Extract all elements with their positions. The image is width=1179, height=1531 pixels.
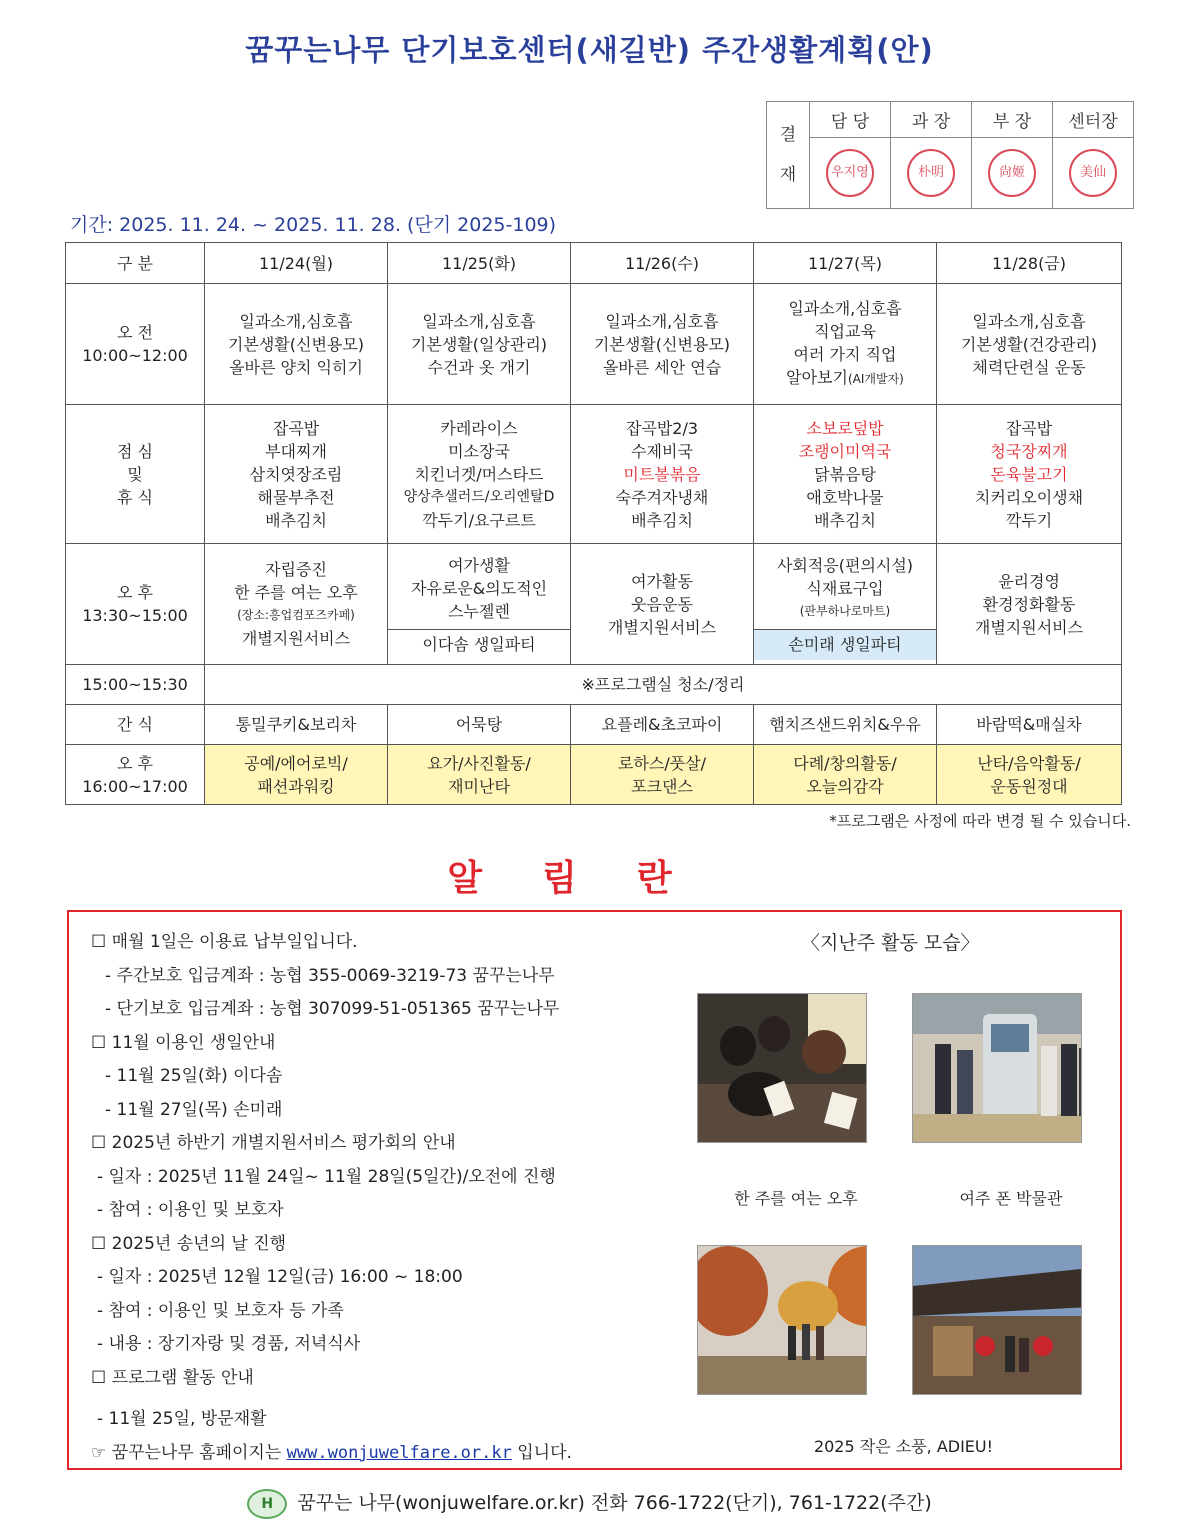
activity-line: 기본생활(일상관리) [410, 334, 548, 354]
schedule-cell [937, 544, 1122, 665]
role-director: 부 장 [972, 102, 1053, 138]
activity-line: 일과소개,심호흡 [239, 311, 353, 331]
menu-item: 배추김치 [631, 510, 693, 530]
period-label: 기간: 2025. 11. 24. ~ 2025. 11. 28. (단기 2025-109) [70, 214, 557, 236]
notice-item: - 11월 25일, 방문재활 [97, 1409, 267, 1429]
menu-cell [571, 405, 754, 544]
page-title: 꿈꾸는나무 단기보호센터(새길반) 주간생활계획(안) [245, 33, 934, 67]
activity-line: 올바른 양치 익히기 [229, 357, 363, 377]
schedule-note: *프로그램은 사정에 따라 변경 될 수 있습니다. [829, 812, 1131, 830]
menu-item: 치커리오이생채 [974, 487, 1084, 507]
photo-caption: 한 주를 여는 오후 [734, 1189, 858, 1208]
menu-item: 깍두기/요구르트 [422, 510, 536, 530]
schedule-cell [205, 284, 388, 405]
activity-line: 개별지원서비스 [607, 617, 717, 637]
row-label-snack: 간 식 [66, 705, 205, 745]
menu-item: 조랭이미역국 [798, 441, 892, 461]
schedule-cell [571, 544, 754, 665]
menu-item: 카레라이스 [440, 418, 518, 438]
day-header: 11/27(목) [754, 243, 937, 284]
approval-label-top: 결 [779, 125, 797, 145]
schedule-cell [937, 284, 1122, 405]
activity-line: 환경정화활동 [982, 594, 1076, 614]
birthday-party-band: 이다솜 생일파티 [388, 629, 570, 660]
photo-caption: 여주 폰 박물관 [959, 1189, 1063, 1208]
header-category: 구 분 [66, 243, 205, 284]
notice-item: - 11월 27일(목) 손미래 [105, 1099, 283, 1120]
menu-cell [388, 405, 571, 544]
activity-line: 여가생활 [448, 556, 510, 575]
menu-item: 삼치엿장조림 [249, 464, 343, 484]
weekly-schedule-table [65, 242, 1122, 805]
activity-line: 개별지원서비스 [974, 617, 1084, 637]
activity-line: 수건과 옷 개기 [427, 357, 531, 377]
activity-line: 기본생활(신변용모) [227, 334, 365, 354]
menu-item: 잡곡밥 [1005, 418, 1053, 438]
notice-item: - 내용 : 장기자랑 및 경품, 저녁식사 [97, 1334, 361, 1354]
program-line: 재미난타 [448, 776, 510, 796]
schedule-cell [571, 284, 754, 405]
menu-item: 돈육불고기 [990, 464, 1068, 484]
notice-heading: ☐ 매월 1일은 이용료 납부일입니다. [91, 932, 358, 952]
lunch-label-line: 점 심 [117, 441, 153, 461]
cleanup-cell: ※프로그램실 청소/정리 [205, 665, 1122, 705]
homepage-prefix: ☞ 꿈꾸는나무 홈페이지는 [91, 1442, 287, 1463]
lunch-label-line: 휴 식 [117, 487, 153, 507]
program-line: 로하스/풋살/ [617, 753, 707, 773]
menu-item: 숙주겨자냉채 [615, 487, 709, 507]
lunch-label-line: 및 [127, 464, 143, 484]
notice-item: - 참여 : 이용인 및 보호자 [97, 1200, 284, 1220]
menu-item: 닭볶음탕 [814, 464, 876, 484]
activity-line: 기본생활(신변용모) [593, 334, 731, 354]
activity-line: 자립증진 [265, 560, 327, 579]
activity-photo-hanok [912, 1245, 1082, 1395]
activity-line: 스누젤렌 [448, 602, 510, 621]
activity-line: 일과소개,심호흡 [788, 299, 902, 318]
activity-line: 일과소개,심호흡 [972, 311, 1086, 331]
activity-line: 여러 가지 직업 [793, 345, 897, 364]
approval-label-bottom: 재 [779, 165, 797, 185]
program-cell [754, 745, 937, 805]
schedule-cell [205, 544, 388, 665]
row-label-cleanup: 15:00~15:30 [66, 665, 205, 705]
seal-stamp-manager: 朴明 [907, 149, 955, 197]
schedule-cell [754, 544, 937, 665]
program-cell [571, 745, 754, 805]
menu-item: 소보로덮밥 [806, 418, 884, 438]
menu-item: 배추김치 [265, 510, 327, 530]
notice-item: - 일자 : 2025년 12월 12일(금) 16:00 ~ 18:00 [97, 1267, 463, 1287]
notice-heading: ☐ 2025년 하반기 개별지원서비스 평가회의 안내 [91, 1133, 456, 1153]
afternoon-label: 오 후 [117, 583, 153, 602]
menu-cell [937, 405, 1122, 544]
activity-note: (AI개발자) [847, 372, 904, 386]
menu-item: 청국장찌개 [990, 441, 1068, 461]
gallery-title: 〈지난주 활동 모습〉 [801, 932, 980, 954]
role-staff: 담 당 [810, 102, 891, 138]
menu-item: 잡곡밥2/3 [625, 418, 699, 438]
activity-note: (판부하나로마트) [799, 604, 891, 618]
row-label-late-afternoon [66, 745, 205, 805]
activity-line: 일과소개,심호흡 [422, 311, 536, 331]
schedule-cell [388, 544, 571, 665]
program-cell [205, 745, 388, 805]
snack-cell: 어묵탕 [388, 705, 571, 745]
notice-item: - 11월 25일(화) 이다솜 [105, 1066, 283, 1086]
activity-photo-cafe [697, 993, 867, 1143]
menu-item: 양상추샐러드/오리엔탈D [403, 488, 555, 505]
row-label-afternoon [66, 544, 205, 665]
activity-photo-museum [912, 993, 1082, 1143]
footer-contact: 꿈꾸는 나무(wonjuwelfare.or.kr) 전화 766-1722(단기), 761-1722(주간) [297, 1492, 932, 1514]
notice-heading: ☐ 프로그램 활동 안내 [91, 1367, 254, 1388]
schedule-cell [754, 284, 937, 405]
snack-cell: 통밀쿠키&보리차 [205, 705, 388, 745]
menu-item: 수제비국 [631, 441, 693, 461]
activity-line: 일과소개,심호흡 [605, 311, 719, 331]
program-line: 요가/사진활동/ [427, 753, 531, 773]
activity-line: 윤리경영 [998, 571, 1060, 591]
program-line: 패션과워킹 [257, 776, 335, 796]
activity-line: 식재료구입 [806, 579, 884, 598]
activity-line: 한 주를 여는 오후 [234, 583, 358, 602]
menu-item: 배추김치 [814, 510, 876, 530]
notice-item: - 참여 : 이용인 및 보호자 등 가족 [97, 1300, 344, 1321]
menu-item: 미트볼볶음 [623, 464, 701, 484]
snack-cell: 요플레&초코파이 [571, 705, 754, 745]
seal-stamp-staff: 우지영 [826, 149, 874, 197]
approval-label [767, 102, 810, 209]
activity-note: (장소:흥업컴포즈카페) [237, 608, 355, 622]
snack-cell: 햄치즈샌드위치&우유 [754, 705, 937, 745]
late-label: 오 후 [117, 753, 153, 773]
activity-line: 체력단련실 운동 [972, 357, 1086, 377]
birthday-party-band: 손미래 생일파티 [754, 629, 936, 660]
activity-line: 직업교육 [814, 322, 876, 341]
morning-time: 10:00~12:00 [82, 346, 188, 365]
notice-item: - 단기보호 입금계좌 : 농협 307099-51-051365 꿈꾸는나무 [105, 999, 560, 1019]
center-logo-icon: H [247, 1489, 287, 1519]
day-header: 11/25(화) [388, 243, 571, 284]
activity-line: 여가활동 [631, 571, 693, 591]
notice-heading: ☐ 11월 이용인 생일안내 [91, 1032, 276, 1053]
program-cell [937, 745, 1122, 805]
seal-stamp-center-head: 美仙 [1069, 149, 1117, 197]
menu-item: 잡곡밥 [272, 418, 320, 438]
menu-item: 부대찌개 [265, 441, 327, 461]
late-time: 16:00~17:00 [82, 776, 188, 796]
program-line: 오늘의감각 [806, 776, 884, 796]
morning-label: 오 전 [117, 323, 153, 342]
menu-cell [205, 405, 388, 544]
activity-line: 올바른 세안 연습 [602, 357, 722, 377]
photo-caption: 2025 작은 소풍, ADIEU! [813, 1437, 994, 1456]
homepage-line [91, 1437, 572, 1471]
activity-line: 알아보기 [786, 368, 848, 387]
activity-line: 자유로운&의도적인 [410, 579, 548, 598]
homepage-link[interactable]: www.wonjuwelfare.or.kr [286, 1442, 512, 1463]
afternoon-time: 13:30~15:00 [82, 606, 188, 625]
role-center-head: 센터장 [1053, 102, 1134, 138]
row-label-morning [66, 284, 205, 405]
program-line: 다례/창의활동/ [793, 753, 897, 773]
approval-box [766, 101, 1134, 209]
program-line: 포크댄스 [631, 776, 693, 796]
notice-item: - 일자 : 2025년 11월 24일~ 11월 28일(5일간)/오전에 진행 [97, 1166, 556, 1187]
schedule-cell [388, 284, 571, 405]
snack-cell: 바람떡&매실차 [937, 705, 1122, 745]
activity-line: 사회적응(편의시설) [776, 556, 914, 575]
program-line: 운동원정대 [990, 776, 1068, 796]
row-label-lunch [66, 405, 205, 544]
program-cell [388, 745, 571, 805]
menu-cell [754, 405, 937, 544]
menu-item: 해물부추전 [257, 487, 335, 507]
activity-line: 기본생활(건강관리) [960, 334, 1098, 354]
menu-item: 미소장국 [448, 441, 510, 461]
role-manager: 과 장 [891, 102, 972, 138]
program-line: 난타/음악활동/ [977, 753, 1081, 773]
day-header: 11/28(금) [937, 243, 1122, 284]
activity-line: 개별지원서비스 [241, 629, 351, 648]
day-header: 11/24(월) [205, 243, 388, 284]
notice-list [91, 926, 572, 1470]
activity-photo-picnic [697, 1245, 867, 1395]
footer [0, 1488, 1179, 1519]
day-header: 11/26(수) [571, 243, 754, 284]
program-line: 공예/에어로빅/ [244, 753, 348, 773]
menu-item: 치킨너겟/머스타드 [414, 464, 544, 484]
notice-title: 알림란 [447, 858, 732, 899]
activity-line: 웃음운동 [631, 594, 693, 614]
notice-item: - 주간보호 입금계좌 : 농협 355-0069-3219-73 꿈꾸는나무 [105, 965, 555, 986]
seal-stamp-director: 尙姬 [988, 149, 1036, 197]
menu-item: 깍두기 [1005, 510, 1053, 530]
menu-item: 애호박나물 [806, 487, 884, 507]
homepage-suffix: 입니다. [511, 1442, 572, 1463]
notice-heading: ☐ 2025년 송년의 날 진행 [91, 1233, 287, 1254]
